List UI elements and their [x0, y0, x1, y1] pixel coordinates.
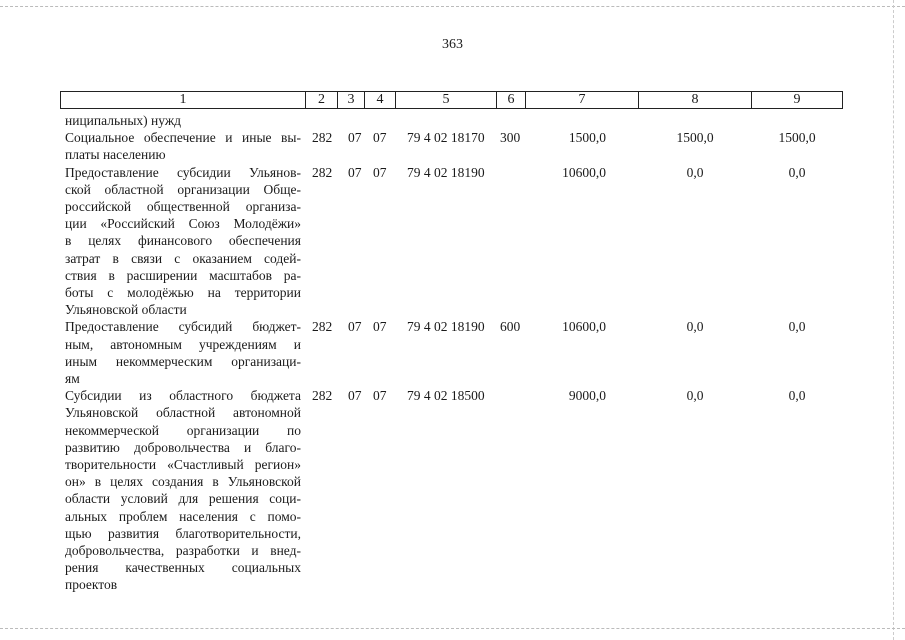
- cell-c8: 0,0: [686, 164, 704, 180]
- cell-c7: 10600,0: [562, 319, 606, 335]
- scan-edge-top: [0, 6, 905, 7]
- cell-c5: 79 4 02 18500: [407, 388, 485, 404]
- table-row: [0, 112, 905, 129]
- description-line: ным, автономным учреждениям и: [65, 336, 301, 352]
- cell-c6: 600: [500, 319, 521, 335]
- cell-c8: 0,0: [686, 388, 704, 404]
- table-header: [60, 91, 843, 109]
- description-line: российской общественной организа-: [65, 199, 301, 214]
- description-line: боты с молодёжью на территории: [65, 285, 301, 301]
- cell-c3: 07: [348, 130, 362, 146]
- description-line: платы населению: [65, 147, 166, 163]
- description-line: Социальное обеспечение и иные вы-: [65, 130, 301, 146]
- table-row: [0, 387, 905, 593]
- cell-c9: 0,0: [788, 319, 806, 335]
- row-description: [65, 164, 301, 319]
- table-row: [0, 164, 905, 319]
- column-header-3: 3: [338, 92, 365, 108]
- description-line: Предоставление субсидий бюджет-: [65, 319, 301, 335]
- description-line: некоммерческой организации по: [65, 422, 301, 438]
- column-header-2: 2: [306, 92, 338, 108]
- description-line: Предоставление субсидии Ульянов-: [65, 164, 301, 180]
- cell-c5: 79 4 02 18190: [407, 164, 485, 180]
- description-line: ции «Российский Союз Молодёжи»: [65, 216, 301, 232]
- cell-c5: 79 4 02 18190: [407, 319, 485, 335]
- description-line: он» в целях создания в Ульяновской: [65, 474, 301, 490]
- cell-c9: 0,0: [788, 388, 806, 404]
- column-header-7: 7: [526, 92, 639, 108]
- table-row: [0, 318, 905, 387]
- cell-c4: 07: [373, 319, 387, 335]
- cell-c2: 282: [312, 388, 333, 404]
- column-header-4: 4: [365, 92, 396, 108]
- cell-c8: 0,0: [686, 319, 704, 335]
- description-line: ской областной организации Обще-: [65, 181, 301, 197]
- column-header-1: 1: [61, 92, 306, 108]
- row-description: [65, 387, 301, 593]
- description-line: ствия в расширении масштабов ра-: [65, 267, 301, 283]
- cell-c4: 07: [373, 164, 387, 180]
- cell-c3: 07: [348, 319, 362, 335]
- cell-c2: 282: [312, 319, 333, 335]
- cell-c2: 282: [312, 164, 333, 180]
- column-header-8: 8: [639, 92, 752, 108]
- description-line: ниципальных) нужд: [65, 113, 182, 128]
- cell-c9: 1500,0: [778, 130, 816, 146]
- description-line: Субсидии из областного бюджета: [65, 388, 301, 404]
- cell-c9: 0,0: [788, 164, 806, 180]
- cell-c7: 1500,0: [568, 130, 606, 146]
- cell-c6: 300: [500, 130, 521, 146]
- description-line: ям: [65, 371, 80, 386]
- cell-c8: 1500,0: [676, 130, 714, 146]
- row-description: [65, 318, 301, 387]
- cell-c7: 10600,0: [562, 164, 606, 180]
- cell-c4: 07: [373, 130, 387, 146]
- column-header-5: 5: [396, 92, 497, 108]
- scan-edge-bottom: [0, 628, 905, 629]
- page-number: 363: [442, 37, 463, 52]
- column-header-6: 6: [497, 92, 526, 108]
- description-line: добровольчества, разработки и внед-: [65, 543, 301, 559]
- column-header-9: 9: [793, 92, 801, 107]
- description-line: альных проблем населения с помо-: [65, 508, 301, 524]
- description-line: области условий для решения соци-: [65, 491, 301, 507]
- description-line: Ульяновской области: [65, 302, 187, 318]
- row-description: [65, 112, 301, 129]
- cell-c3: 07: [348, 388, 362, 404]
- description-line: Ульяновской областной автономной: [65, 405, 301, 421]
- row-description: [65, 129, 301, 163]
- description-line: рения качественных социальных: [65, 560, 301, 576]
- description-line: щью развития благотворительности,: [65, 525, 301, 541]
- description-line: затрат в связи с оказанием содей-: [65, 250, 301, 266]
- cell-c5: 79 4 02 18170: [407, 130, 485, 146]
- description-line: развитию добровольчества и благо-: [65, 439, 301, 455]
- description-line: иным некоммерческим организаци-: [65, 353, 301, 369]
- cell-c3: 07: [348, 164, 362, 180]
- description-line: творительности «Счастливый регион»: [65, 457, 301, 472]
- cell-c4: 07: [373, 388, 387, 404]
- description-line: в целях финансового обеспечения: [65, 233, 301, 249]
- description-line: проектов: [65, 577, 118, 593]
- cell-c2: 282: [312, 130, 333, 146]
- cell-c7: 9000,0: [568, 388, 606, 404]
- table-row: [0, 129, 905, 163]
